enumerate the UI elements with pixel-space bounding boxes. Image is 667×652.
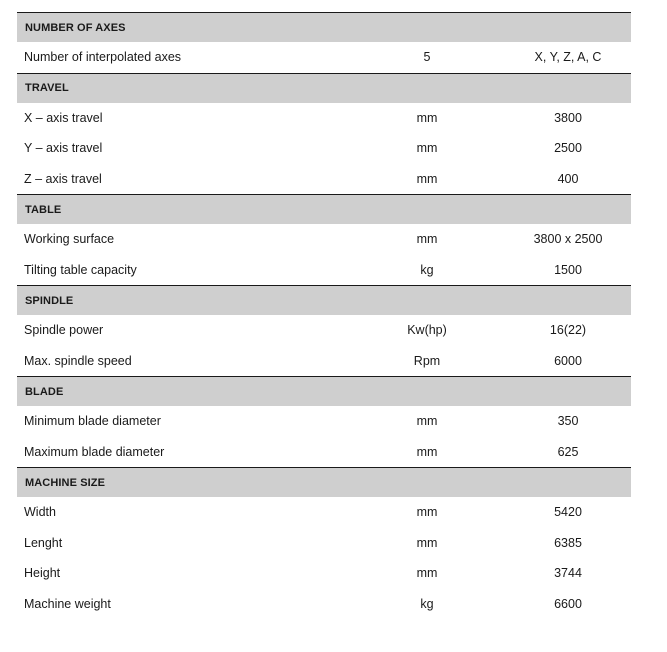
row-label: Tilting table capacity (24, 262, 137, 277)
row-value: 400 (557, 171, 579, 186)
row-unit: kg (420, 596, 434, 611)
row-value: X, Y, Z, A, C (534, 50, 602, 65)
section-title: TABLE (17, 194, 631, 224)
table-row (17, 255, 631, 286)
section-title: TRAVEL (17, 73, 631, 103)
table-row (17, 437, 631, 468)
table-row (17, 558, 631, 589)
row-unit: kg (420, 262, 434, 277)
row-label: Z – axis travel (24, 171, 102, 186)
table-row (17, 42, 631, 73)
spec-table (17, 12, 631, 619)
row-unit: mm (416, 232, 438, 247)
row-unit: Kw(hp) (407, 323, 447, 338)
row-label: Minimum blade diameter (24, 414, 161, 429)
row-label: Height (24, 566, 61, 581)
row-value: 1500 (554, 262, 582, 277)
row-value: 16(22) (549, 323, 587, 338)
row-value: 6000 (554, 353, 582, 368)
row-value: 5420 (554, 505, 582, 520)
row-unit: mm (416, 566, 438, 581)
row-unit: 5 (423, 50, 431, 65)
section-spindle (17, 285, 631, 376)
section-blade (17, 376, 631, 467)
table-row (17, 406, 631, 437)
row-label: Number of interpolated axes (24, 50, 182, 65)
row-value: 3800 x 2500 (533, 232, 603, 247)
row-unit: mm (416, 141, 438, 156)
section-title: BLADE (17, 376, 631, 406)
section-number-of-axes (17, 12, 631, 73)
row-unit: mm (416, 414, 438, 429)
table-row (17, 103, 631, 134)
row-unit: mm (416, 505, 438, 520)
table-row (17, 133, 631, 164)
row-value: 2500 (554, 141, 582, 156)
row-value: 3744 (554, 566, 582, 581)
section-title: MACHINE SIZE (17, 467, 631, 497)
row-label: Machine weight (24, 596, 111, 611)
table-row (17, 224, 631, 255)
row-label: Y – axis travel (24, 141, 103, 156)
section-title: NUMBER OF AXES (17, 12, 631, 42)
row-value: 6600 (554, 596, 582, 611)
row-label: Max. spindle speed (24, 353, 132, 368)
table-row (17, 589, 631, 620)
section-table (17, 194, 631, 285)
row-value: 3800 (554, 110, 582, 125)
table-row (17, 346, 631, 377)
row-value: 350 (557, 414, 579, 429)
table-row (17, 315, 631, 346)
row-label: Lenght (24, 535, 63, 550)
table-row (17, 497, 631, 528)
row-label: Width (24, 505, 56, 520)
row-unit: mm (416, 110, 438, 125)
row-value: 625 (557, 444, 579, 459)
table-row (17, 164, 631, 195)
row-label: Spindle power (24, 323, 104, 338)
row-unit: mm (416, 171, 438, 186)
row-unit: mm (416, 535, 438, 550)
row-unit: mm (416, 444, 438, 459)
section-machine-size (17, 467, 631, 619)
table-row (17, 528, 631, 559)
row-unit: Rpm (413, 353, 441, 368)
row-value: 6385 (554, 535, 582, 550)
row-label: X – axis travel (24, 110, 103, 125)
section-title: SPINDLE (17, 285, 631, 315)
row-label: Working surface (24, 232, 115, 247)
section-travel (17, 73, 631, 195)
row-label: Maximum blade diameter (24, 444, 165, 459)
